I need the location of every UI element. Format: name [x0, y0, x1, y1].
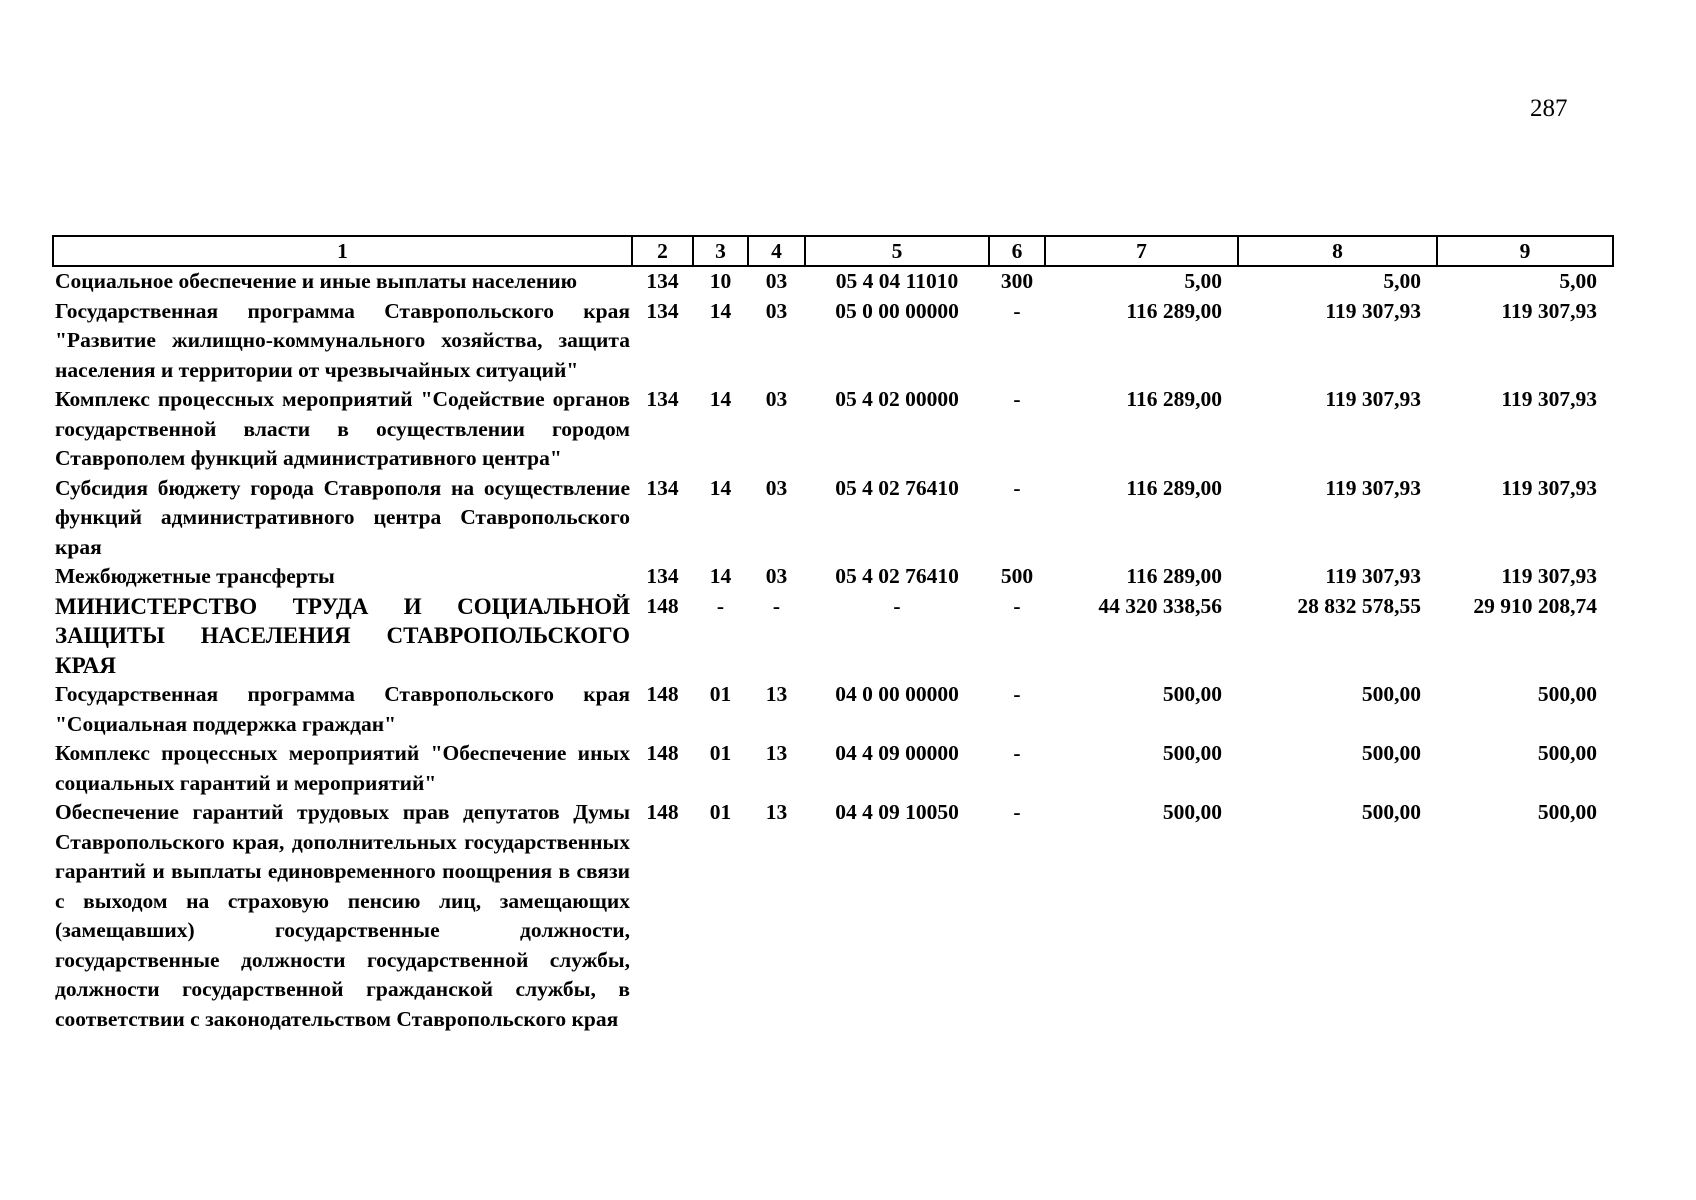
- subsection-code: 03: [765, 564, 788, 588]
- expense-type-code: -: [1013, 298, 1021, 323]
- expense-type-code: -: [1013, 741, 1021, 765]
- amount-col-9: 500,00: [1537, 800, 1597, 824]
- target-code: -: [893, 593, 901, 618]
- amount-col-8: 119 307,93: [1325, 475, 1421, 500]
- expense-type-code: -: [1013, 387, 1021, 411]
- expense-type-code: -: [1013, 593, 1021, 618]
- section-code: 14: [709, 564, 732, 588]
- amount-col-8: 119 307,93: [1325, 387, 1421, 411]
- amount-col-8: 28 832 578,55: [1297, 593, 1421, 618]
- expense-type-code: 500: [1000, 564, 1034, 588]
- table-row: [53, 562, 1613, 592]
- column-header-8: 8: [1238, 236, 1437, 266]
- row-name: Социальное обеспечение и иные выплаты населению: [55, 269, 578, 293]
- amount-col-8: 5,00: [1383, 269, 1421, 293]
- section-code: 14: [709, 298, 732, 323]
- amount-col-8: 500,00: [1361, 682, 1421, 706]
- amount-col-9: 29 910 208,74: [1473, 593, 1597, 618]
- table-row: [53, 798, 1613, 1034]
- amount-col-8: 500,00: [1361, 741, 1421, 765]
- row-name: Комплекс процессных мероприятий "Обеспечение иных социальных гарантий и мероприятий": [55, 741, 630, 795]
- table-row: [53, 739, 1613, 798]
- section-code: 01: [709, 741, 732, 765]
- admin-code: 134: [646, 564, 679, 588]
- amount-col-8: 119 307,93: [1325, 564, 1421, 588]
- row-name: Субсидия бюджету города Ставрополя на осуществление функций административного центра Ставропольского края: [55, 475, 630, 559]
- table-row: [53, 297, 1613, 386]
- admin-code: 134: [646, 387, 679, 411]
- table-row: [53, 385, 1613, 474]
- table-row: [53, 266, 1613, 297]
- subsection-code: 13: [765, 682, 788, 706]
- section-code: 10: [709, 269, 732, 293]
- column-header-1: 1: [53, 236, 632, 266]
- column-header-4: 4: [748, 236, 805, 266]
- subsection-code: 03: [765, 269, 788, 293]
- target-code: 05 4 04 11010: [835, 269, 959, 293]
- target-code: 04 4 09 10050: [835, 800, 959, 824]
- admin-code: 134: [646, 475, 679, 500]
- subsection-code: 03: [765, 298, 788, 323]
- admin-code: 148: [646, 593, 679, 618]
- target-code: 04 4 09 00000: [835, 741, 959, 765]
- section-code: 01: [709, 800, 732, 824]
- row-name: Обеспечение гарантий трудовых прав депутатов Думы Ставропольского края, дополнительных государственных гарантий и выплаты единовременного поощрения в связи с выходом на страховую пенсию лиц, замещающих (замещавших) государственные должности, государственные должности государственной службы, должности государственной гражданской службы, в соответствии с законодательством Ставропольского края: [55, 800, 630, 1031]
- amount-col-7: 116 289,00: [1126, 298, 1222, 323]
- amount-col-7: 116 289,00: [1126, 564, 1222, 588]
- subsection-code: 03: [765, 387, 788, 411]
- table-row: [53, 474, 1613, 563]
- amount-col-9: 119 307,93: [1501, 387, 1597, 411]
- admin-code: 148: [646, 800, 679, 824]
- column-header-2: 2: [632, 236, 693, 266]
- section-code: 14: [709, 387, 732, 411]
- amount-col-9: 500,00: [1537, 682, 1597, 706]
- column-header-6: 6: [989, 236, 1045, 266]
- admin-code: 134: [646, 269, 679, 293]
- amount-col-9: 119 307,93: [1501, 564, 1597, 588]
- amount-col-7: 500,00: [1162, 800, 1222, 824]
- expense-type-code: -: [1013, 682, 1021, 706]
- section-code: 14: [709, 475, 732, 500]
- expense-type-code: -: [1013, 800, 1021, 824]
- amount-col-8: 500,00: [1361, 800, 1421, 824]
- amount-col-7: 44 320 338,56: [1098, 593, 1222, 618]
- table-row: [53, 680, 1613, 739]
- amount-col-9: 119 307,93: [1501, 475, 1597, 500]
- target-code: 05 4 02 00000: [835, 387, 959, 411]
- row-name: Государственная программа Ставропольского края "Развитие жилищно-коммунального хозяйства, защита населения и территории от чрезвычайных ситуаций": [55, 298, 630, 382]
- target-code: 05 4 02 76410: [835, 475, 959, 500]
- admin-code: 148: [646, 741, 679, 765]
- table-row: [53, 592, 1613, 681]
- admin-code: 148: [646, 682, 679, 706]
- subsection-code: 03: [765, 475, 788, 500]
- amount-col-7: 500,00: [1162, 682, 1222, 706]
- target-code: 05 4 02 76410: [835, 564, 959, 588]
- expense-type-code: -: [1013, 475, 1021, 500]
- expense-type-code: 300: [1000, 269, 1034, 293]
- amount-col-9: 500,00: [1537, 741, 1597, 765]
- header-row: [53, 236, 1613, 266]
- table-body: [53, 266, 1613, 1034]
- column-header-7: 7: [1045, 236, 1238, 266]
- budget-table: [52, 235, 1614, 1034]
- row-name: Межбюджетные трансферты: [55, 564, 335, 588]
- row-name: Государственная программа Ставропольского края "Социальная поддержка граждан": [55, 682, 630, 736]
- column-header-5: 5: [805, 236, 989, 266]
- row-name-ministry: МИНИСТЕРСТВО ТРУДА И СОЦИАЛЬНОЙ ЗАЩИТЫ НАСЕЛЕНИЯ СТАВРОПОЛЬСКОГО КРАЯ: [55, 593, 630, 678]
- subsection-code: -: [772, 593, 781, 618]
- amount-col-9: 5,00: [1559, 269, 1597, 293]
- amount-col-7: 5,00: [1184, 269, 1222, 293]
- amount-col-8: 119 307,93: [1325, 298, 1421, 323]
- page-number: 287: [1530, 95, 1568, 122]
- target-code: 05 0 00 00000: [835, 298, 959, 323]
- amount-col-9: 119 307,93: [1501, 298, 1597, 323]
- column-header-9: 9: [1437, 236, 1613, 266]
- amount-col-7: 116 289,00: [1126, 475, 1222, 500]
- section-code: 01: [709, 682, 732, 706]
- amount-col-7: 500,00: [1162, 741, 1222, 765]
- amount-col-7: 116 289,00: [1126, 387, 1222, 411]
- target-code: 04 0 00 00000: [835, 682, 959, 706]
- column-header-3: 3: [693, 236, 748, 266]
- admin-code: 134: [646, 298, 679, 323]
- row-name: Комплекс процессных мероприятий "Содействие органов государственной власти в осуществлении городом Ставрополем функций административного центра": [55, 387, 630, 470]
- subsection-code: 13: [765, 741, 788, 765]
- subsection-code: 13: [765, 800, 788, 824]
- section-code: -: [716, 593, 725, 618]
- table-header: [53, 236, 1613, 266]
